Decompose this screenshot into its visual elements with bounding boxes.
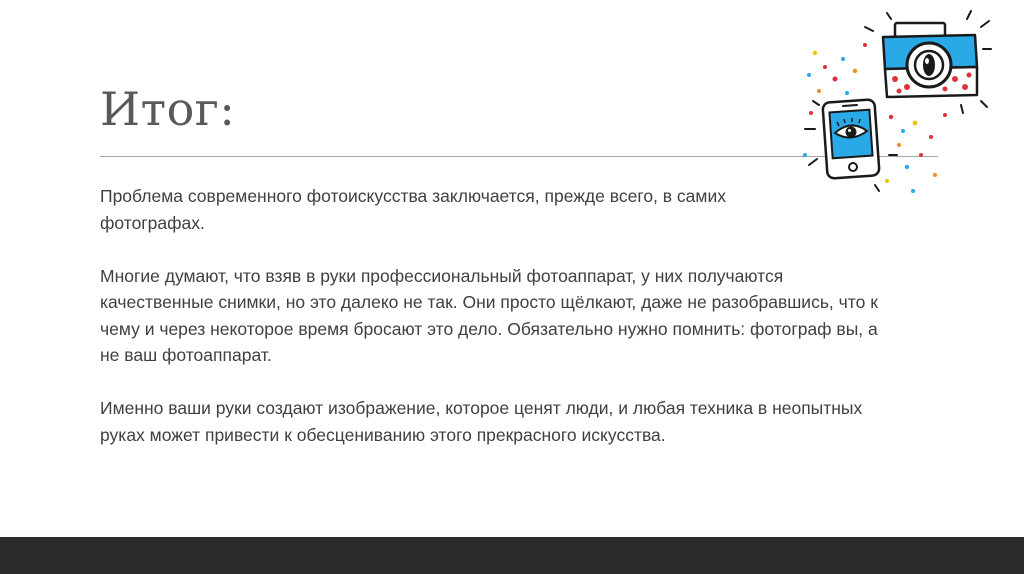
smartphone-icon (805, 99, 897, 191)
slide-title: Итог: (100, 82, 236, 136)
camera-phone-illustration (795, 5, 995, 200)
camera-icon (865, 11, 991, 113)
paragraph-3: Именно ваши руки создают изображение, которое ценят люди, и любая техника в неопытных руках может привести к обесцениванию этого прекрасного искусства. (100, 398, 863, 445)
paragraph-2: Многие думают, что взяв в руки профессиональный фотоаппарат, у них получаются качественные снимки, но это далеко не так. Они просто щёлкают, даже не разобравшись, что к чему и через некоторое время бросают это дело. Обязательно нужно помнить: фотограф вы, а не ваш фотоаппарат. (100, 265, 878, 365)
footer-bar (0, 537, 1024, 574)
slide-body (100, 183, 890, 475)
paragraph-1: Проблема современного фотоискусства заключается, прежде всего, в самих фотографах. (100, 186, 726, 233)
